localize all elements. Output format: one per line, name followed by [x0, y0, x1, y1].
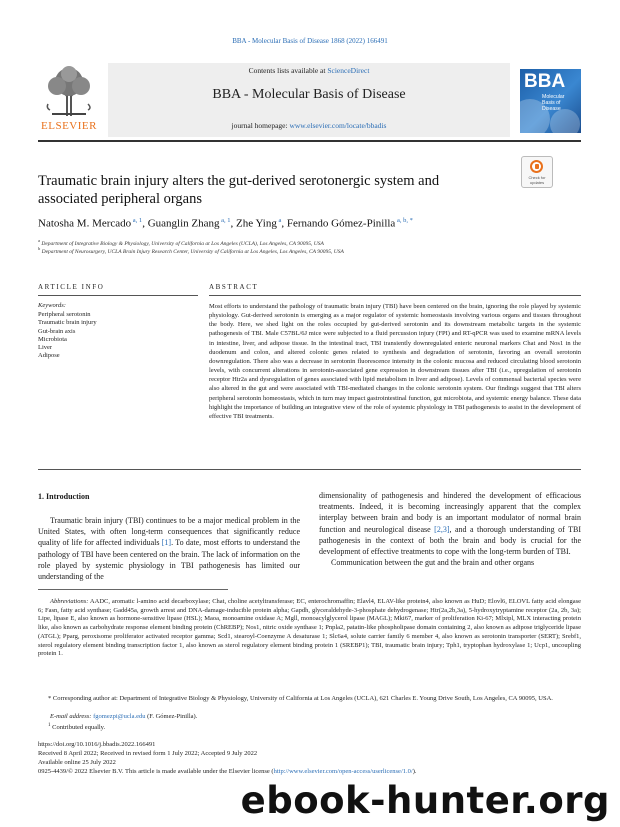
footnote-marker: 1: [48, 723, 51, 728]
keyword: Liver: [38, 344, 53, 352]
author-affiliation-marker[interactable]: a, 1: [132, 217, 143, 224]
email-link[interactable]: fgomezpi@ucla.edu: [93, 713, 146, 720]
watermark: ebook-hunter.org: [240, 779, 610, 822]
check-updates-label-1: Check for: [528, 175, 546, 180]
intro-text: Traumatic brain injury (TBI) continues to be a major medical problem in the United States, with often long-term consequences that significantly reduce quality of life for affected individuals: [38, 516, 300, 548]
email-label: E-mail address:: [50, 713, 92, 720]
equal-contribution-note: [38, 722, 581, 733]
reference-link[interactable]: [2,3]: [434, 524, 450, 534]
intro-paragraph: [319, 490, 581, 557]
email-suffix: (F. Gómez-Pinilla).: [145, 713, 198, 720]
corresponding-author-note: * Corresponding author at: Department of Integrative Biology & Physiology, University of California at Los Angeles (UCLA), 621 Charles E. Young Drive South, Los Angeles, CA 90095, USA.: [48, 695, 553, 702]
elsevier-tree-icon: [42, 64, 96, 118]
author-name[interactable]: Fernando Gómez-Pinilla: [286, 217, 396, 230]
homepage-line: [108, 121, 510, 130]
journal-title: BBA - Molecular Basis of Disease: [212, 87, 406, 102]
journal-cover[interactable]: [520, 69, 581, 133]
contents-prefix: Contents lists available at: [248, 66, 328, 75]
section-rule: [209, 295, 581, 296]
author-affiliation-marker[interactable]: a, 1: [221, 217, 231, 224]
author-name[interactable]: Guanglin Zhang: [147, 217, 220, 230]
keyword: Gut-brain axis: [38, 327, 76, 335]
intro-left-column: [38, 515, 300, 582]
cover-decoration: [550, 109, 580, 133]
received-dates: Received 8 April 2022; Received in revised form 1 July 2022; Accepted 9 July 2022: [38, 750, 258, 757]
running-header[interactable]: BBA - Molecular Basis of Disease 1868 (2022) 166491: [232, 37, 388, 45]
intro-text: . To date, most efforts to understand the pathology of TBI have been centered on the brain. The lack of information on the role played by systemic physiology in TBI pathogenesis has limited our understanding of the: [38, 538, 300, 582]
abstract-bottom-rule: [38, 469, 581, 470]
article-info-heading: ARTICLE INFO: [38, 283, 105, 291]
journal-masthead: [108, 63, 510, 137]
license-line: [38, 768, 581, 777]
intro-text: dimensionality of pathogenesis and hindered the development of efficacious treatments. Indeed, it is becoming increasingly apparent that the complex interplay between brain and body is an important modulator of normal brain function and neurological disease: [319, 491, 581, 534]
keyword: Microbiota: [38, 335, 67, 343]
doi-link[interactable]: https://doi.org/10.1016/j.bbadis.2022.166491: [38, 741, 156, 748]
affiliation-marker: b: [38, 246, 41, 251]
affiliation: [38, 246, 344, 255]
contents-line: [108, 66, 510, 75]
equal-contribution-text: Contributed equally.: [52, 724, 106, 732]
article-title: Traumatic brain injury alters the gut-derived serotonergic system and associated peripheral organs: [38, 173, 440, 207]
affiliation-text: Department of Integrative Biology & Physiology, University of California at Los Angeles (UCLA), Los Angeles, CA 90095, USA: [41, 240, 324, 247]
abstract-text: Most efforts to understand the pathology of traumatic brain injury (TBI) have been centered on the brain, ignoring the role played by systemic physiology. Gut-derived serotonin is emerging as a major regulator of systemic homeostasis involving various organs and tissues throughout the body. Here, we shed light on the roles occupied by gut-derived serotonin and its downstream metabolic targets in the systemic pathogenesis of TBI. Male C57BL/6J mice were subjected to a fluid percussion injury (FPI) and RT-qPCR was used to examine mRNA levels in intestine, liver, and adipose tissue. In the intestinal tract, TBI transiently downregulated enteric neuronal markers Chat and Nos1 in the duodenum and colon, and altered colonic genes related to synthesis and degradation of serotonin, favoring an overall serotonin downregulation. There also was a decrease in serotonin fluorescence intensity in the colonic mucosa and reduced circulating blood serotonin levels, with concurrent alterations in serotonin-associated gene expression in downstream tissues after TBI (i.e., upregulation of serotonin receptor Htr2a and dysregulation of genes associated with lipid metabolism in liver and adipose). Levels of commensal bacterial species were also altered in the gut and were associated with TBI-mediated changes in the colonic serotonin system. Our findings suggest that TBI alters peripheral serotonin homeostasis, which in turn may impact gastrointestinal function, gut microbiota, and systemic energy balance. These data highlight the importance of building an integrative view of the role of systemic physiology in TBI pathogenesis to assist in the development of effective TBI treatments.: [209, 303, 581, 420]
abbreviations-footnote: [38, 598, 581, 659]
cover-subtitle: [542, 94, 578, 112]
abbreviations-text: AADC, aromatic l-amino acid decarboxylase; Chat, choline acetyltransferase; EC, enterochromaffin; Elavl4, ELAV-like protein4, also known as HuD; Elovl6, ELOVL fatty acid elongase 6; Fasn, fatty acid synthase; Gadd45a, growth arrest and DNA-damage-inducible protein alpha; Gapdh, glyceraldehyde-3-phosphate dehydrogenase; Htr(2a,2b,3a), 5-hydroxytryptamine receptor (2a, 2b, 3a); Lipe, lipase E, also known as hormone-sensitive lipase (HSL); Maoa, monoamine oxidase A; Mgll, monoacylglycerol lipase (MAGL); Mki67, marker of proliferation Ki-67; Mlxipl, MLX interacting protein like, also known as carbohydrate response element binding protein (ChREBP); Nos1, nitric oxide synthase 1; Pnpla2, patatin-like phospholipase domain containing 2, also known as adipose triglyceride lipase (ATGL); Pparg, peroxisome proliferator activated receptor gamma; Scd1, stearoyl-Coenzyme A desaturase 1; Slc6a4, solute carrier family 6 member 4, also known as serotonin transporter (SERT); Srebf1, sterol regulatory element binding transcription factor 1, also known as sterol regulatory element binding protein 1 (SREBP1); TBI, traumatic brain injury; Tph1, tryptophan hydroxylase 1; Ucp1, uncoupling protein 1.: [38, 598, 581, 658]
elsevier-wordmark: ELSEVIER: [41, 120, 97, 132]
intro-paragraph: [38, 515, 300, 582]
license-suffix: ).: [412, 768, 417, 775]
homepage-prefix: journal homepage:: [231, 121, 290, 130]
author-list: Natosha M. Mercado $^{a, 1}$, Guanglin Zhang $^{a, 1}$, Zhe Ying $^a$, Fernando Gómez-Pinilla $^{a, b, *}$: [38, 217, 413, 230]
intro-text: , and a thorough understanding of TBI pathogenesis in the context of both the brain and body is crucial for the development of effective treatments to cope with the long-term burden of TBI.: [319, 524, 582, 557]
author-name[interactable]: Zhe Ying: [236, 217, 277, 230]
check-updates-label-2: updates: [529, 179, 545, 185]
section-rule: [38, 295, 198, 296]
introduction-heading: 1. Introduction: [38, 492, 90, 501]
author-affiliation-marker[interactable]: a: [278, 217, 282, 224]
license-link[interactable]: http://www.elsevier.com/open-access/userlicense/1.0/: [273, 768, 413, 775]
elsevier-logo: [38, 64, 100, 134]
sciencedirect-link[interactable]: ScienceDirect: [327, 66, 370, 75]
footnote-rule: [38, 589, 228, 590]
affiliation-marker: a: [38, 238, 40, 243]
homepage-link[interactable]: www.elsevier.com/locate/bbadis: [289, 121, 387, 130]
check-updates-icon: [530, 160, 543, 173]
keyword: Peripheral serotonin: [38, 311, 91, 318]
intro-paragraph: Communication between the gut and the brain and other organs: [331, 558, 535, 568]
email-note: [38, 713, 581, 722]
author-name[interactable]: Natosha M. Mercado: [38, 217, 132, 230]
abstract-heading: ABSTRACT: [209, 283, 259, 291]
keywords-list: [38, 311, 97, 361]
check-for-updates-button[interactable]: [521, 156, 553, 188]
cover-title: BBA: [524, 71, 566, 92]
affiliation-text: Department of Neurosurgery, UCLA Brain Injury Research Center, University of California at Los Angeles, Los Angeles, CA 90095, USA: [41, 248, 344, 255]
cover-subtitle-2: Basis of Disease: [542, 100, 561, 112]
abbreviations-label: Abbreviations:: [50, 598, 89, 605]
keyword: Adipose: [38, 352, 60, 360]
keywords-label: Keywords:: [38, 302, 66, 309]
intro-right-column: [319, 490, 581, 568]
license-prefix: 0925-4439/© 2022 Elsevier B.V. This article is made available under the Elsevier license (: [38, 768, 274, 775]
keyword: Traumatic brain injury: [38, 319, 97, 327]
reference-link[interactable]: [1]: [161, 538, 172, 548]
cover-subtitle-1: Molecular: [542, 94, 565, 100]
check-updates-label: [522, 176, 552, 185]
author-affiliation-marker[interactable]: a, b, *: [396, 217, 413, 224]
available-online-date: Available online 25 July 2022: [38, 759, 116, 766]
masthead-rule: [38, 140, 581, 142]
